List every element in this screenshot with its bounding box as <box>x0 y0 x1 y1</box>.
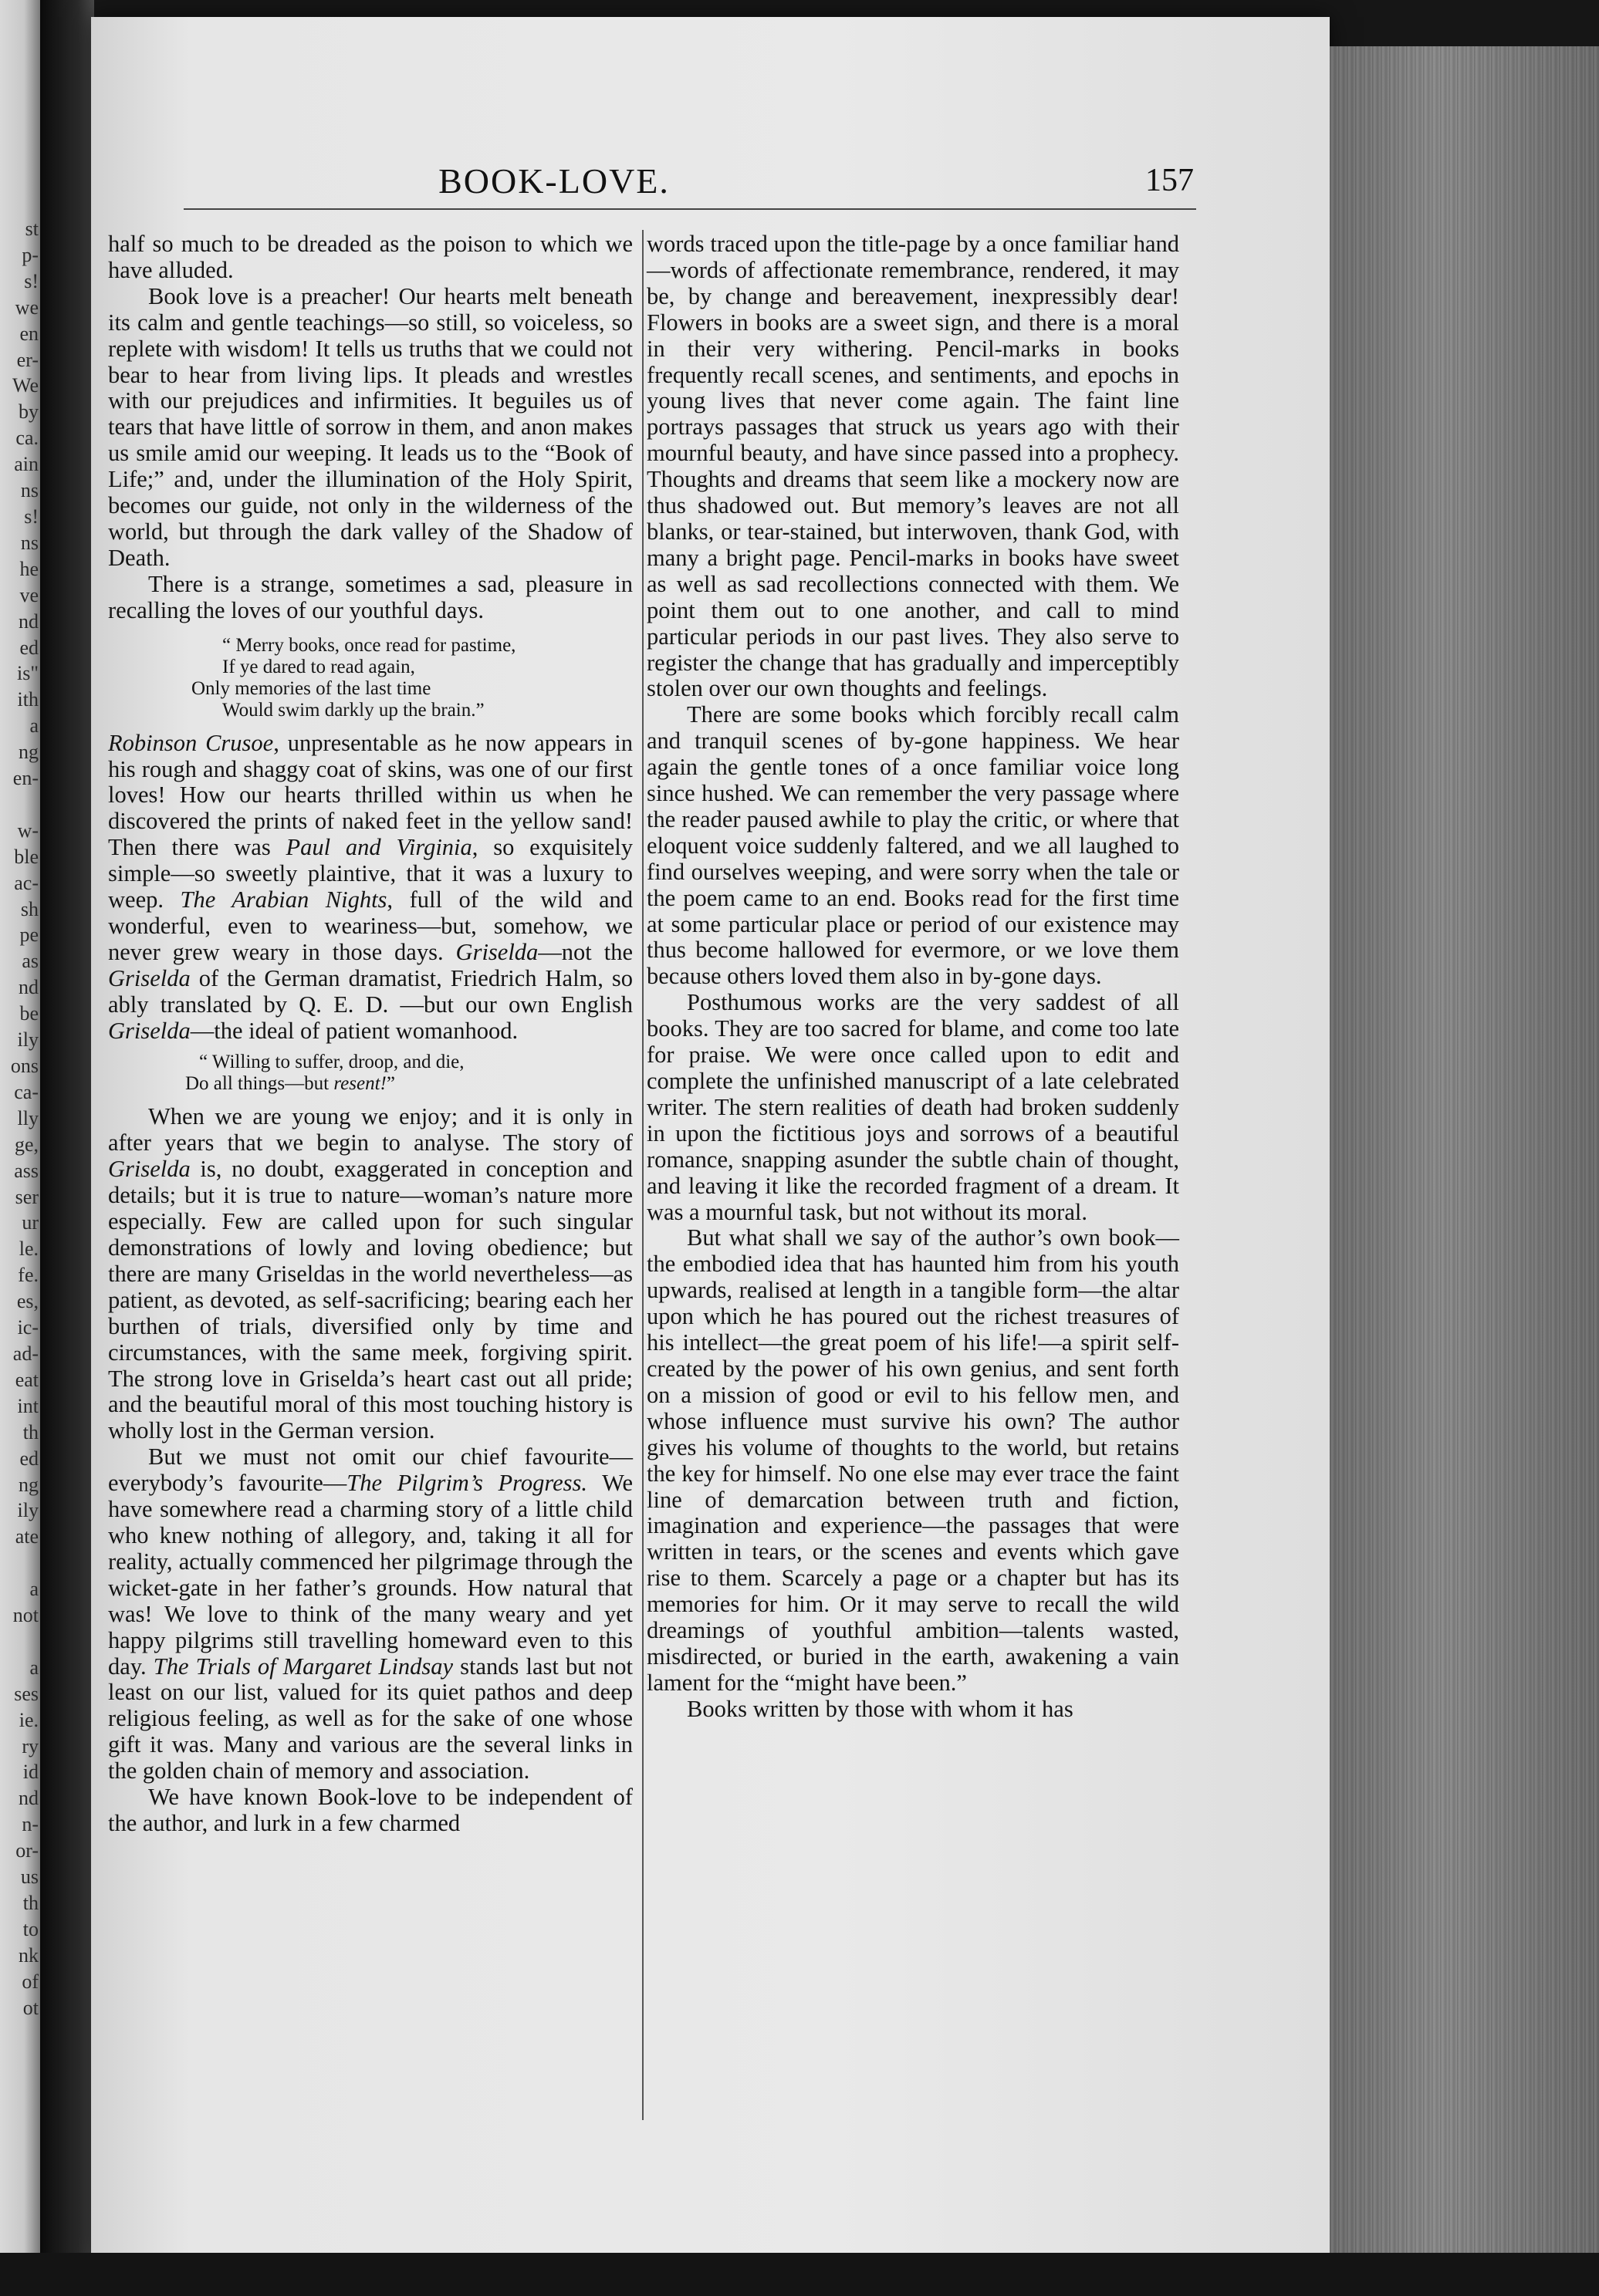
paragraph <box>108 1104 633 1444</box>
facing-page-fragment: a <box>29 714 39 738</box>
verse-line: Only memories of the last time <box>191 677 431 699</box>
book-title: The Trials of Margaret Lindsay <box>153 1653 454 1680</box>
facing-page-fragment: not <box>12 1604 39 1627</box>
facing-page-fragment: pe <box>19 923 39 947</box>
verse-line: If ye dared to read again, <box>222 656 415 677</box>
facing-page-fragment: ass <box>14 1159 39 1182</box>
text-run: stands last but not least on our list, valued for its quiet pathos and deep religious feeling, as well as for the sake of one whose gift it was. Many and various are the several links in the golden chain of memory and association. <box>108 1653 633 1784</box>
facing-page-fragment: a <box>29 1578 39 1601</box>
facing-page-fragment: ca- <box>14 1080 39 1103</box>
facing-page-fragment: ry <box>22 1734 39 1757</box>
facing-page-fragment <box>2 1629 39 1655</box>
facing-page-fragment: ith <box>17 688 39 711</box>
facing-page-fragment: by <box>19 400 39 424</box>
facing-page-fragment: nd <box>19 1787 39 1810</box>
facing-page-fragment: en- <box>12 767 39 790</box>
column-divider <box>642 230 644 2120</box>
facing-page-fragments <box>2 216 39 2021</box>
facing-page-fragment: ng <box>19 1473 39 1496</box>
paragraph: half so much to be dreaded as the poison to which we have alluded. <box>108 231 633 283</box>
facing-page-fragment: ns <box>20 479 39 502</box>
running-header <box>91 160 1195 207</box>
paragraph: There are some books which forcibly recall calm and tranquil scenes of by-gone happiness. We hear again the gentle tones of a once familiar voice long since hushed. We can remember the very passage where the reader paused awhile to play the critic, or where that eloquent voice suddenly faltered, and we all laughed to find ourselves weeping, and were sorry when the tale or the poem came to an end. Books read for the first time at some particular place or period of our existence may thus become hallowed for evermore, or we love them because others loved them also in by-gone days. <box>647 701 1179 990</box>
facing-page-fragment: ve <box>19 583 39 606</box>
facing-page-fragment: he <box>19 557 39 580</box>
verse-quote <box>191 635 633 721</box>
right-column <box>647 231 1179 1723</box>
facing-page-fragment: nd <box>19 609 39 633</box>
facing-page-fragment: en <box>19 322 39 345</box>
facing-page-fragment: ie. <box>19 1708 39 1731</box>
facing-page-fragment: ot <box>22 1996 39 2019</box>
facing-page-fragment: ain <box>14 453 39 476</box>
verse-line: “ Willing to suffer, droop, and die, <box>199 1052 465 1073</box>
facing-page-fragment: ad- <box>12 1342 39 1365</box>
facing-page-fragment <box>2 792 39 818</box>
page-number: 157 <box>1145 163 1194 198</box>
facing-page-fragment: is" <box>17 662 39 685</box>
paragraph: We have known Book-love to be independent of the author, and lurk in a few charmed <box>108 1784 633 1836</box>
facing-page-fragment: ic- <box>17 1316 39 1339</box>
paragraph <box>108 731 633 1045</box>
facing-page-fragment: ble <box>14 845 39 868</box>
text-run: ” <box>386 1073 395 1095</box>
text-run: We have somewhere read a charming story of a little child who knew nothing of allegory, and, taking it all for reality, actually commenced her pilgrimage through the wicket-gate in her father’s grounds. How natural that was! We love to think of the many weary and yet happy pilgrims still travelling homeward even to this day. <box>108 1470 633 1680</box>
text-run: , unpresentable as he now appears in his rough and shaggy coat of skins, was one of our first loves! How our hearts thrilled within us when he discovered the prints of naked feet in the yellow sand! Then there was <box>108 729 633 861</box>
facing-page-fragment: th <box>22 1420 39 1443</box>
facing-page-fragment: we <box>15 295 39 319</box>
facing-page-fragment: ily <box>17 1499 39 1522</box>
paragraph: Books written by those with whom it has <box>687 1695 1073 1722</box>
verse-line <box>185 1073 633 1095</box>
facing-page-fragment: us <box>20 1866 39 1889</box>
facing-page-fragment: ca. <box>15 427 39 450</box>
text-run: , so exquisitely simple—so sweetly plaintive, that it was a luxury to weep. <box>108 834 633 913</box>
facing-page-fragment: sh <box>20 897 39 920</box>
facing-page-fragment: ed <box>19 1447 39 1470</box>
facing-page-fragment: p- <box>22 243 39 266</box>
facing-page-fragment: st <box>25 218 39 240</box>
paragraph: Book love is a preacher! Our hearts melt beneath its calm and gentle teachings—so still, so voiceless, so replete with wisdom! It tells us truths that we could not bear to hear from living lips. It pleads and wrestles with our prejudices and infirmities. It beguiles us of tears that have little of sorrow in them, and anon makes us smile amid our weeping. It leads us to the “Book of Life;” and, under the illumination of the Holy Spirit, becomes our guide, not only in the wilderness of the world, but through the dark valley of the Shadow of Death. <box>108 282 633 571</box>
facing-page-fragment: s! <box>24 269 39 292</box>
facing-page-fragment: le. <box>19 1237 39 1261</box>
facing-page-fragment: ed <box>19 636 39 659</box>
book-title: Griselda <box>108 964 191 991</box>
text-run: But we must not omit our chief favourite—everybody’s favourite— <box>108 1443 633 1497</box>
book-title: The Arabian Nights <box>180 886 387 913</box>
paragraph: But what shall we say of the author’s own book—the embodied idea that has haunted him from his youth upwards, realised at length in a tangible form—the altar upon which he has poured out the richest treasures of his intellect—the great poem of his life!—a spirit self-created by the power of his own genius, and sent forth on a mission of good or evil to his fellow men, and whose influence must survive his own? The author gives his volume of thoughts to the world, but retains the key for himself. No one else may ever trace the faint line of demarcation between truth and fiction, imagination and experience—the passages that were written in tears, or the scenes and events which gave rise to them. Scarcely a page or a chapter but has its memories for him. Or it may serve to recall the wild dreamings of youthful ambition—talents wasted, misdirected, or buried in the earth, awakening a vain lament for the “might have been.” <box>647 1224 1179 1696</box>
facing-page-fragment: fe. <box>18 1264 39 1287</box>
paragraph: There is a strange, sometimes a sad, pleasure in recalling the loves of our youthful days. <box>108 570 633 623</box>
paragraph: Posthumous works are the very saddest of all books. They are too sacred for blame, and come too late for praise. We were once called upon to edit and complete the unfinished manuscript of a late celebrated writer. The stern realities of death had broken suddenly in upon the fictitious joys and sorrows of a beautiful romance, snapping asunder the subtle chain of thought, and leaving it like the recorded fragment of a dream. It was a mournful task, but not without its moral. <box>647 989 1179 1225</box>
verse-quote <box>185 1052 633 1095</box>
facing-page-fragment: int <box>17 1394 39 1417</box>
facing-page-fragment: lly <box>17 1106 39 1129</box>
facing-page-fragment <box>2 1550 39 1576</box>
book-title: Griselda <box>455 938 539 965</box>
facing-page-fragment: of <box>22 1970 39 1993</box>
text-run: is, no doubt, exaggerated in conception and details; but it is true to nature—woman’s nature more especially. Few are called upon for such singular demonstrations of lowly and loving obedience; but there are many Griseldas in the world nevertheless—as patient, as devoted, as self-sacrificing; bearing each her burthen of trials, diversified only by time and circumstances, with the same meek, forgiving spirit. The strong love in Griselda’s heart cast out all pride; and the beautiful moral of this most touching history is wholly lost in the German version. <box>108 1156 633 1444</box>
facing-page-fragment: nd <box>19 976 39 999</box>
facing-page-fragment: ge, <box>14 1133 39 1156</box>
facing-page-fragment: a <box>29 1656 39 1679</box>
text-run: When we are young we enjoy; and it is only in after years that we begin to analyse. The story of <box>108 1103 633 1156</box>
verse-line: “ Merry books, once read for pastime, <box>222 634 516 656</box>
facing-page-fragment: ac- <box>14 871 39 894</box>
book-title: Paul and Virginia <box>286 834 472 861</box>
book-title: Robinson Crusoe <box>108 729 274 756</box>
facing-page-fragment: nk <box>19 1943 39 1967</box>
bottom-shadow <box>0 2253 1599 2296</box>
book-title: Griselda <box>108 1017 191 1044</box>
book-title: The Pilgrim’s Progress. <box>347 1470 588 1497</box>
text-run: Do all things—but <box>185 1073 334 1095</box>
text-run: —not the <box>538 938 633 965</box>
page-title: BOOK-LOVE. <box>438 161 670 201</box>
facing-page-fragment: be <box>19 1002 39 1025</box>
facing-page-fragment: ate <box>15 1525 39 1548</box>
facing-page-fragment: er- <box>16 348 39 371</box>
facing-page-fragment: ses <box>14 1682 39 1705</box>
facing-page-fragment: We <box>12 374 39 397</box>
text-run: —the ideal of patient womanhood. <box>190 1017 519 1044</box>
book-title: Griselda <box>108 1156 191 1183</box>
text-run: , full of the wild and wonderful, even to weariness—but, somehow, we never grew weary in those days. <box>108 886 633 965</box>
left-column <box>108 231 633 1837</box>
facing-page-fragment: ily <box>17 1028 39 1052</box>
facing-page-fragment: ng <box>19 741 39 764</box>
facing-page-fragment: n- <box>22 1813 39 1836</box>
facing-page-fragment: es, <box>16 1290 39 1313</box>
book-gutter <box>40 0 94 2296</box>
text-run: resent! <box>333 1073 387 1095</box>
facing-page-fragment: eat <box>15 1368 39 1391</box>
paragraph <box>108 1444 633 1784</box>
verse-line: Would swim darkly up the brain.” <box>222 699 485 721</box>
facing-page-fragment: ser <box>15 1185 39 1208</box>
page-fore-edge <box>1330 46 1599 2296</box>
facing-page-fragment: w- <box>17 819 39 842</box>
facing-page-fragment: th <box>22 1892 39 1914</box>
paragraph: words traced upon the title-page by a once familiar hand—words of affectionate remembrance, rendered, it may be, by change and bereavement, inexpressibly dear! Flowers in books are a sweet sign, and there is a moral in their very withering. Pencil-marks in books frequently recall scenes, and sentiments, and epochs in young lives that never come again. The faint line portrays passages that struck us years ago with their mournful beauty, and have since passed into a prophecy. Thoughts and dreams that seem like a mockery now are thus shadowed out. But memory’s leaves are not all blanks, or tear-stained, but interwoven, thank God, with many a bright page. Pencil-marks in books have sweet as well as sad recollections connected with them. We point them out to one another, and call to mind particular periods in our past lives. They also serve to register the change that has gradually and imperceptibly stolen over our own thoughts and feelings. <box>647 231 1179 702</box>
facing-page-fragment: to <box>22 1917 39 1940</box>
facing-page-fragment: or- <box>15 1839 39 1862</box>
facing-page-fragment: as <box>22 950 39 973</box>
facing-page-edge <box>0 0 40 2296</box>
facing-page-fragment: ons <box>10 1055 39 1077</box>
facing-page-fragment: id <box>22 1761 39 1784</box>
facing-page-fragment: s! <box>24 505 39 528</box>
text-run: of the German dramatist, Friedrich Halm, so ably translated by Q. E. D. —but our own English <box>108 964 633 1018</box>
header-rule <box>184 208 1196 210</box>
facing-page-fragment: ns <box>20 531 39 554</box>
facing-page-fragment: ur <box>22 1211 39 1234</box>
